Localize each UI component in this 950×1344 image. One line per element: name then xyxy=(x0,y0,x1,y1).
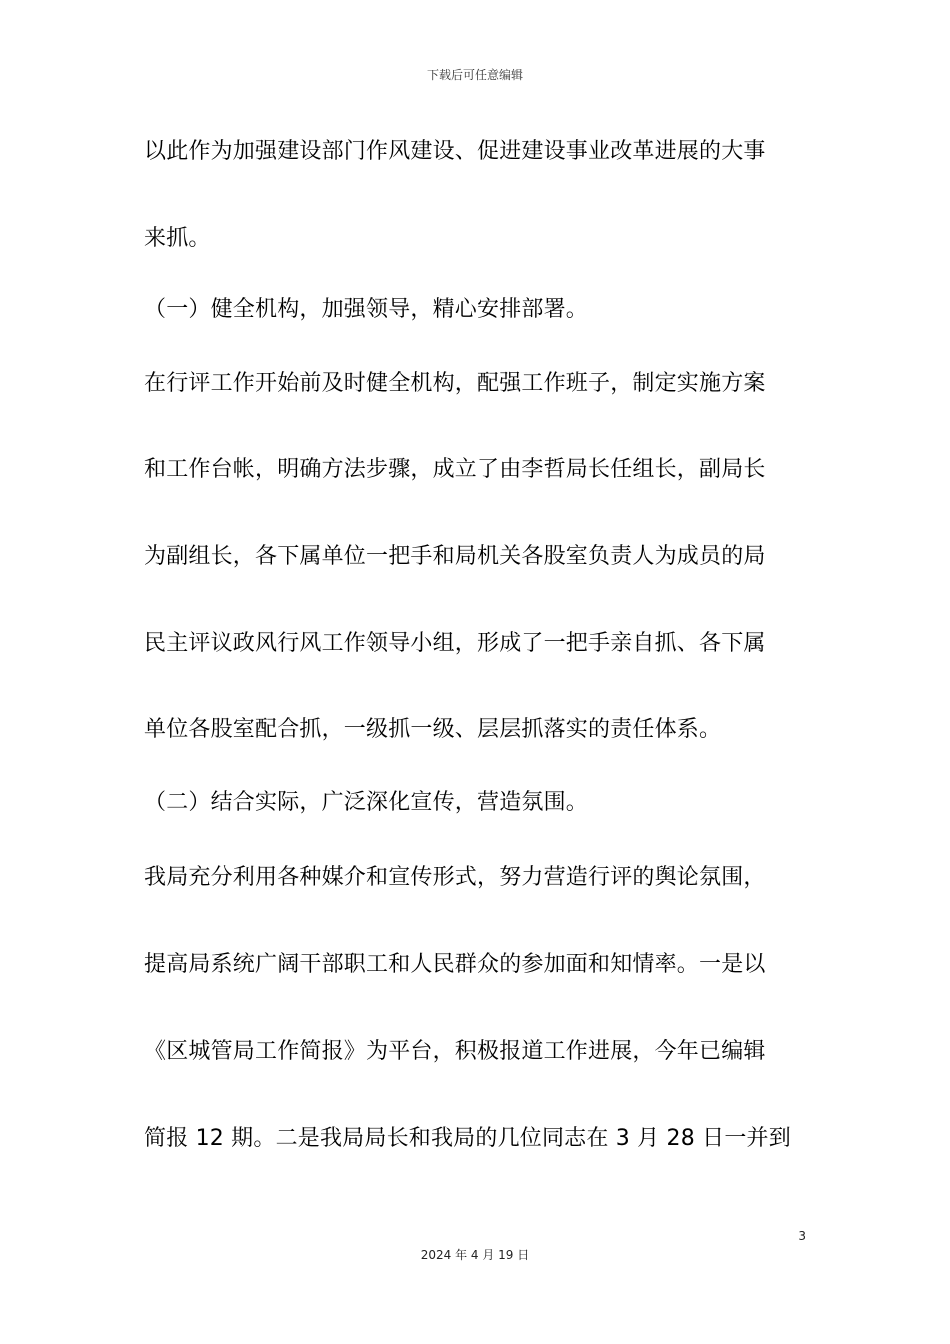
header-note: 下载后可任意编辑 xyxy=(426,68,523,82)
body-line-8: 我局充分利用各种媒介和宣传形式，努力营造行评的舆论氛围， xyxy=(144,865,766,890)
body-line-6: 民主评议政风行风工作领导小组，形成了一把手亲自抓、各下属 xyxy=(144,631,766,656)
body-line-11: 简报 12 期。二是我局局长和我局的几位同志在 3 月 28 日一并到 xyxy=(144,1126,791,1151)
section-heading-2: （二）结合实际，广泛深化宣传，营造氛围。 xyxy=(144,790,589,815)
body-line-5: 为副组长，各下属单位一把手和局机关各股室负责人为成员的局 xyxy=(144,544,766,569)
body-line-1: 以此作为加强建设部门作风建设、促进建设事业改革进展的大事 xyxy=(144,139,766,164)
footer-date: 2024 年 4 月 19 日 xyxy=(420,1248,530,1262)
body-line-3: 在行评工作开始前及时健全机构，配强工作班子，制定实施方案 xyxy=(144,371,766,396)
body-line-10: 《区城管局工作简报》为平台，积极报道工作进展，今年已编辑 xyxy=(144,1039,766,1064)
section-heading-1: （一）健全机构，加强领导，精心安排部署。 xyxy=(144,297,589,322)
page-number: 3 xyxy=(798,1229,806,1243)
body-line-2: 来抓。 xyxy=(144,226,211,251)
body-line-9: 提高局系统广阔干部职工和人民群众的参加面和知情率。一是以 xyxy=(144,952,766,977)
body-line-7: 单位各股室配合抓，一级抓一级、层层抓落实的责任体系。 xyxy=(144,717,722,742)
body-line-4: 和工作台帐，明确方法步骤，成立了由李哲局长任组长，副局长 xyxy=(144,457,766,482)
